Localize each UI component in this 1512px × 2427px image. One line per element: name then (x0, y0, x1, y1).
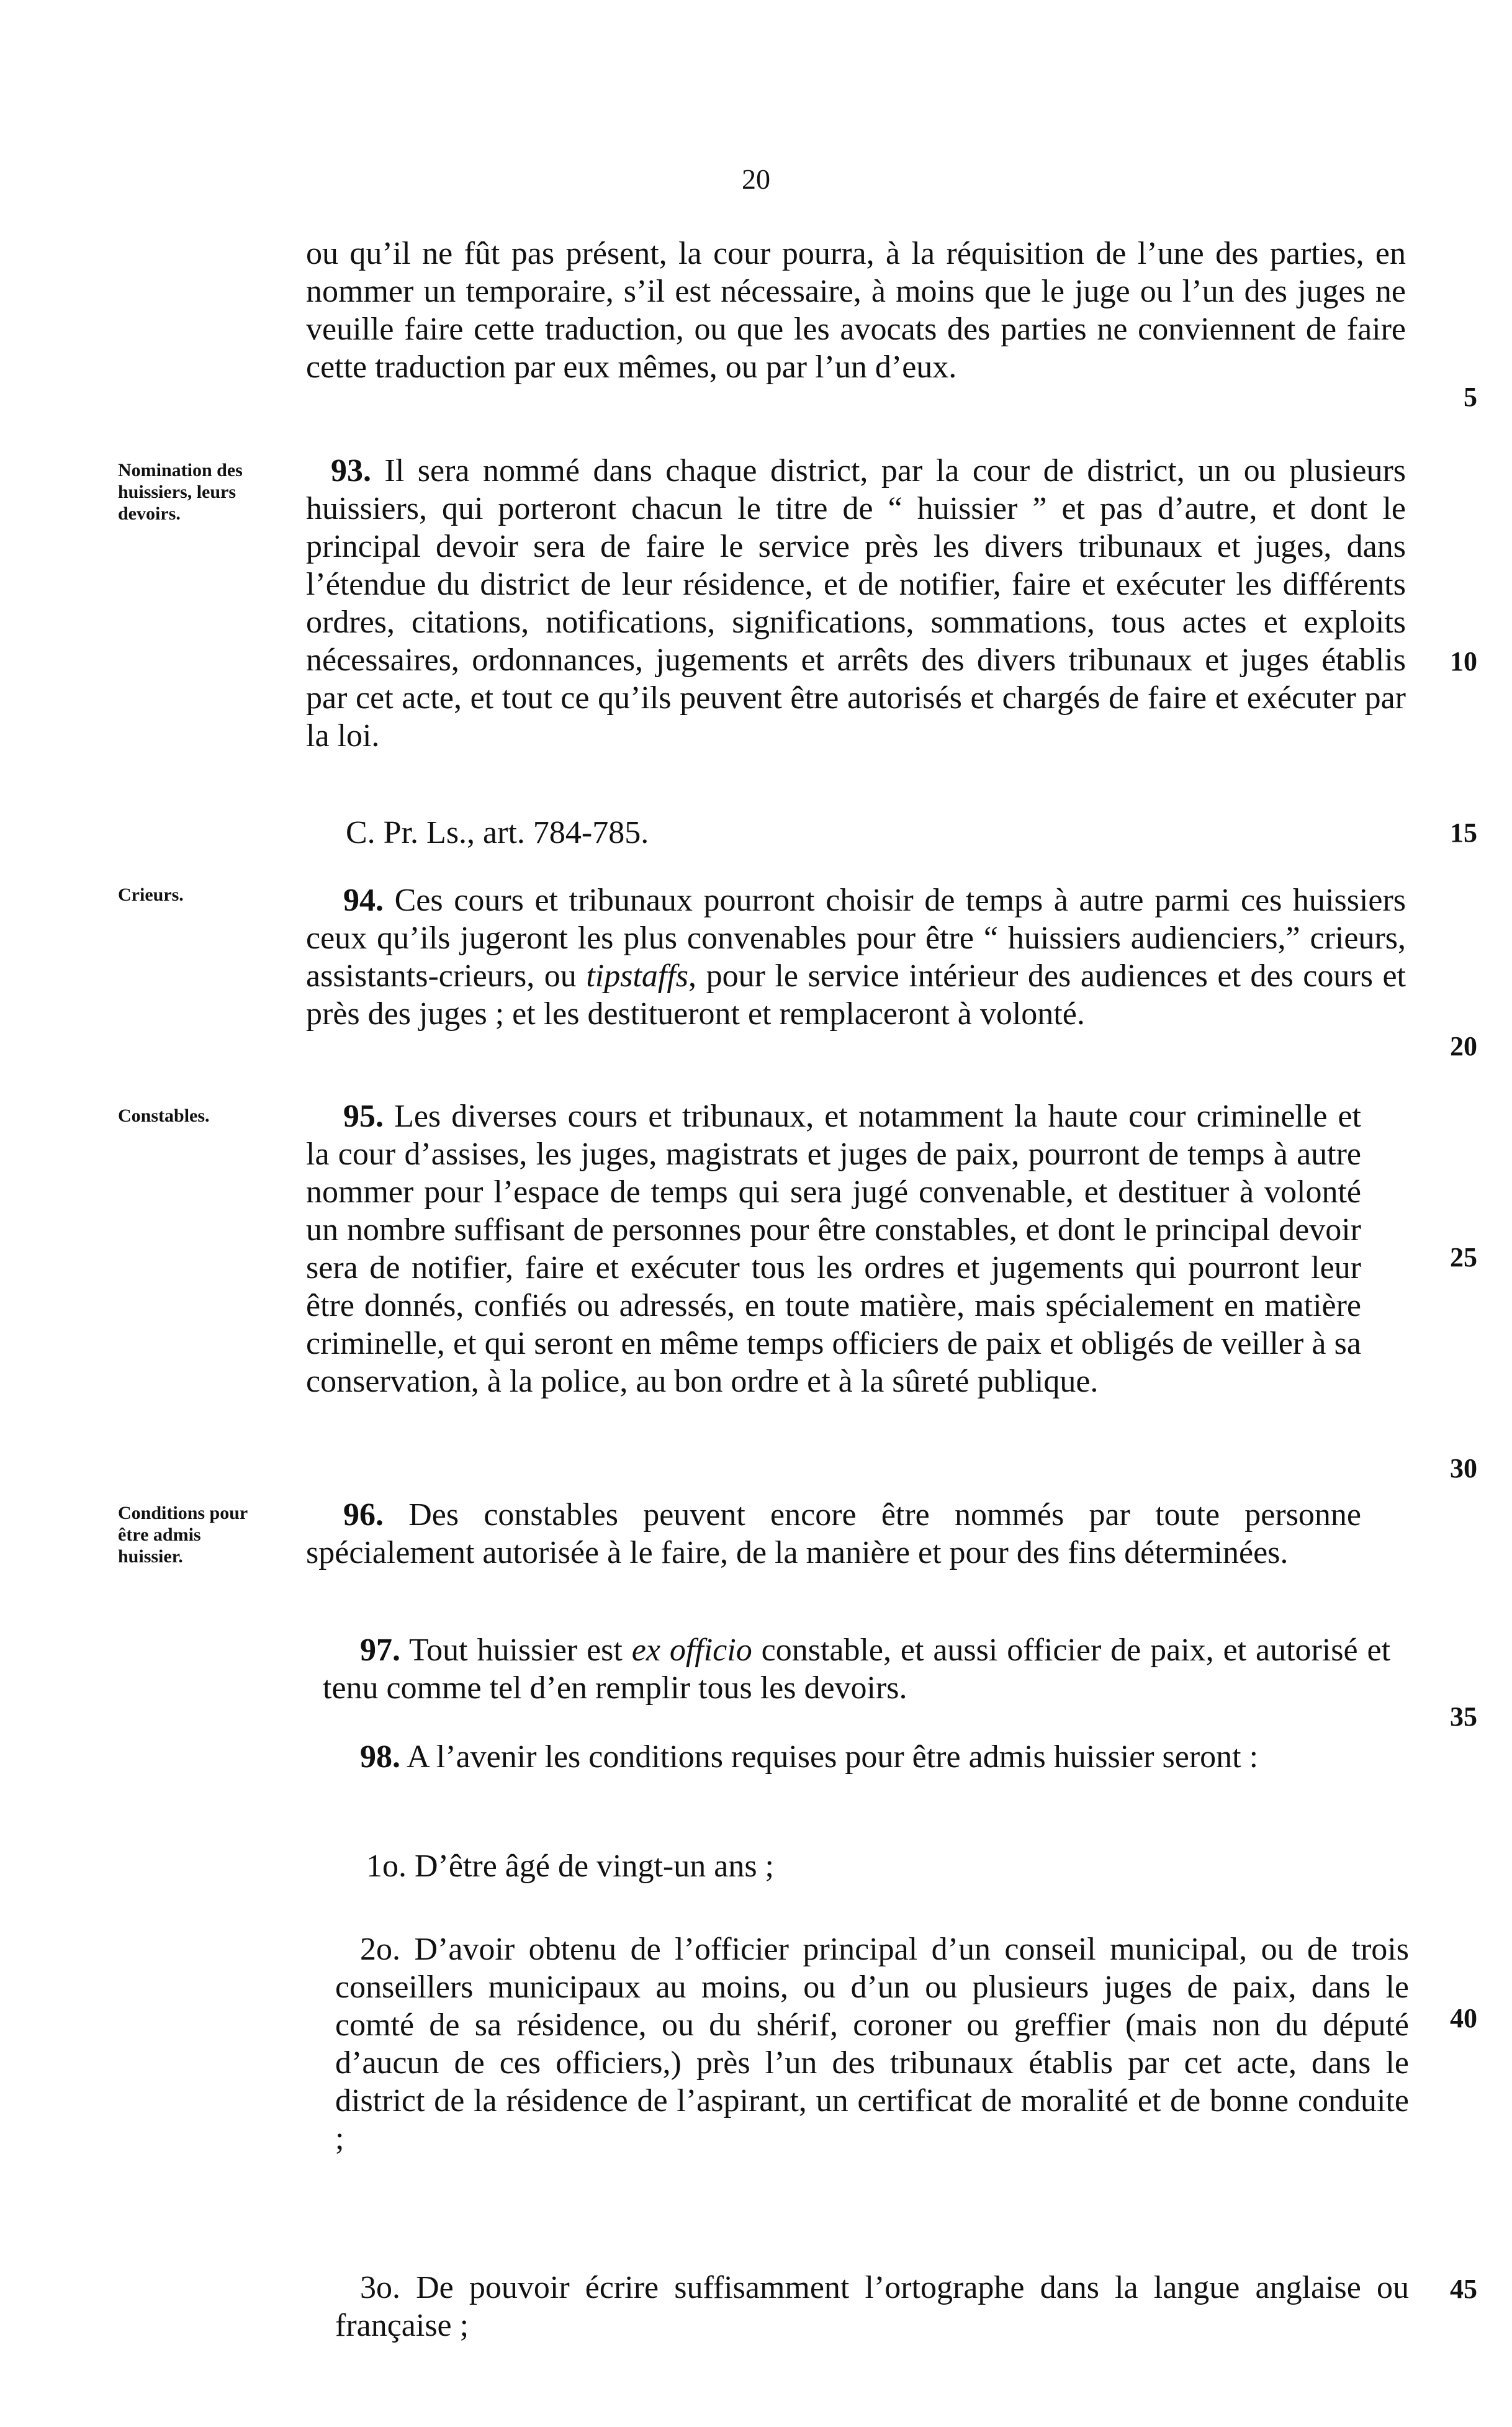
paragraph-97 (323, 1631, 1390, 1707)
paragraph-93 (306, 452, 1406, 755)
paragraph-93-text: Il sera nommé dans chaque district, par la cour de district, un ou plusieurs huissiers, qui porteront chacun le titre de “ huissier ” et pas d’autre, et dont le principal devoir sera de faire le service près les divers tribunaux et juges, dans l’étendue du district de leur résidence, et de notifier, faire et exécuter les différents ordres, citations, notifications, significations, sommations, tous actes et exploits nécessaires, ordonnances, jugements et arrêts des divers tribunaux et juges établis par cet acte, et tout ce qu’ils peuvent être autorisés et chargés de faire et exécuter par la loi. (306, 453, 1406, 754)
margin-note-nomination: Nomination des huissiers, leurs devoirs. (118, 460, 243, 524)
paragraph-94-text-before: Ces cours et tribunaux pourront choisir de temps à autre parmi ces huissiers ceux qu’ils jugeront les plus convenables pour être “ huissiers audienciers,” crieurs, assistants-crieurs, ou (306, 883, 1406, 994)
paragraph-continuation (306, 235, 1406, 386)
paragraph-94 (306, 881, 1406, 1033)
page-number: 20 (742, 163, 770, 195)
line-number: 35 (1450, 1701, 1477, 1732)
condition-item-1-text: 1o. D’être âgé de vingt-un ans ; (366, 1848, 775, 1884)
paragraph-96 (306, 1496, 1361, 1572)
condition-item-2 (335, 1930, 1409, 2158)
paragraph-96-text: Des constables peuvent encore être nommés par toute personne spécialement autorisée à le faire, de la manière et pour des fins déterminées. (306, 1497, 1362, 1570)
condition-item-3 (335, 2269, 1409, 2344)
paragraph-97-italic: ex officio (631, 1632, 752, 1668)
line-number: 45 (1450, 2274, 1477, 2304)
margin-note-conditions: Conditions pour être admis huissier. (118, 1503, 248, 1567)
paragraph-94-number: 94. (343, 883, 384, 918)
line-number: 20 (1450, 1031, 1477, 1061)
line-number: 25 (1450, 1242, 1477, 1272)
margin-note-crieurs: Crieurs. (118, 885, 184, 905)
paragraph-93-number: 93. (331, 453, 371, 489)
paragraph-94-italic: tipstaffs (586, 958, 689, 994)
line-number: 5 (1464, 382, 1477, 412)
condition-item-1 (366, 1847, 1409, 1885)
citation: C. Pr. Ls., art. 784-785. (346, 815, 649, 850)
condition-item-3-text: 3o. De pouvoir écrire suffisamment l’ortographe dans la langue anglaise ou française ; (335, 2270, 1409, 2343)
paragraph-96-number: 96. (343, 1497, 384, 1533)
paragraph-95 (306, 1097, 1361, 1400)
paragraph-95-number: 95. (343, 1099, 384, 1134)
paragraph-98-text: A l’avenir les conditions requises pour être admis huissier seront : (407, 1739, 1259, 1775)
paragraph-97-number: 97. (360, 1632, 400, 1668)
paragraph-95-text: Les diverses cours et tribunaux, et notamment la haute cour criminelle et la cour d’assises, les juges, magistrats et juges de paix, pourront de temps à autre nommer pour l’espace de temps qui sera jugé convenable, et destituer à volonté un nombre suffisant de personnes pour être constables, et dont le principal devoir sera de notifier, faire et exécuter tous les ordres et jugements qui pourront leur être donnés, confiés ou adressés, en toute matière, mais spécialement en matière criminelle, et qui seront en même temps officiers de paix et obligés de veiller à sa conservation, à la police, au bon ordre et à la sûreté publique. (306, 1099, 1361, 1399)
paragraph-98 (323, 1738, 1409, 1776)
paragraph-97-text-before: Tout huissier est (408, 1632, 623, 1668)
line-number: 40 (1450, 2003, 1477, 2033)
paragraph-97-text-after: constable, et aussi officier de paix, et autorisé et tenu comme tel d’en remplir tous les devoirs. (323, 1632, 1391, 1706)
condition-item-2-text: 2o. D’avoir obtenu de l’officier principal d’un conseil municipal, ou de trois conseillers municipaux au moins, ou d’un ou plusieurs juges de paix, dans le comté de sa résidence, ou du shérif, coroner ou greffier (mais non du député d’aucun de ces officiers,) près l’un des tribunaux établis par cet acte, dans le district de la résidence de l’aspirant, un certificat de moralité et de bonne conduite ; (335, 1932, 1409, 2156)
margin-note-constables: Constables. (118, 1105, 210, 1126)
line-number: 10 (1450, 646, 1477, 677)
line-number: 15 (1450, 817, 1477, 848)
paragraph-98-number: 98. (360, 1739, 400, 1775)
line-number: 30 (1450, 1453, 1477, 1484)
paragraph-94-text-after: , pour le service intérieur des audiences et des cours et près des juges ; et les destitueront et remplaceront à volonté. (306, 958, 1406, 1032)
paragraph-continuation-text: ou qu’il ne fût pas présent, la cour pourra, à la réquisition de l’une des parties, en nommer un temporaire, s’il est nécessaire, à moins que le juge ou l’un des juges ne veuille faire cette traduction, ou que les avocats des parties ne conviennent de faire cette traduction par eux mêmes, ou par l’un d’eux. (306, 236, 1406, 385)
